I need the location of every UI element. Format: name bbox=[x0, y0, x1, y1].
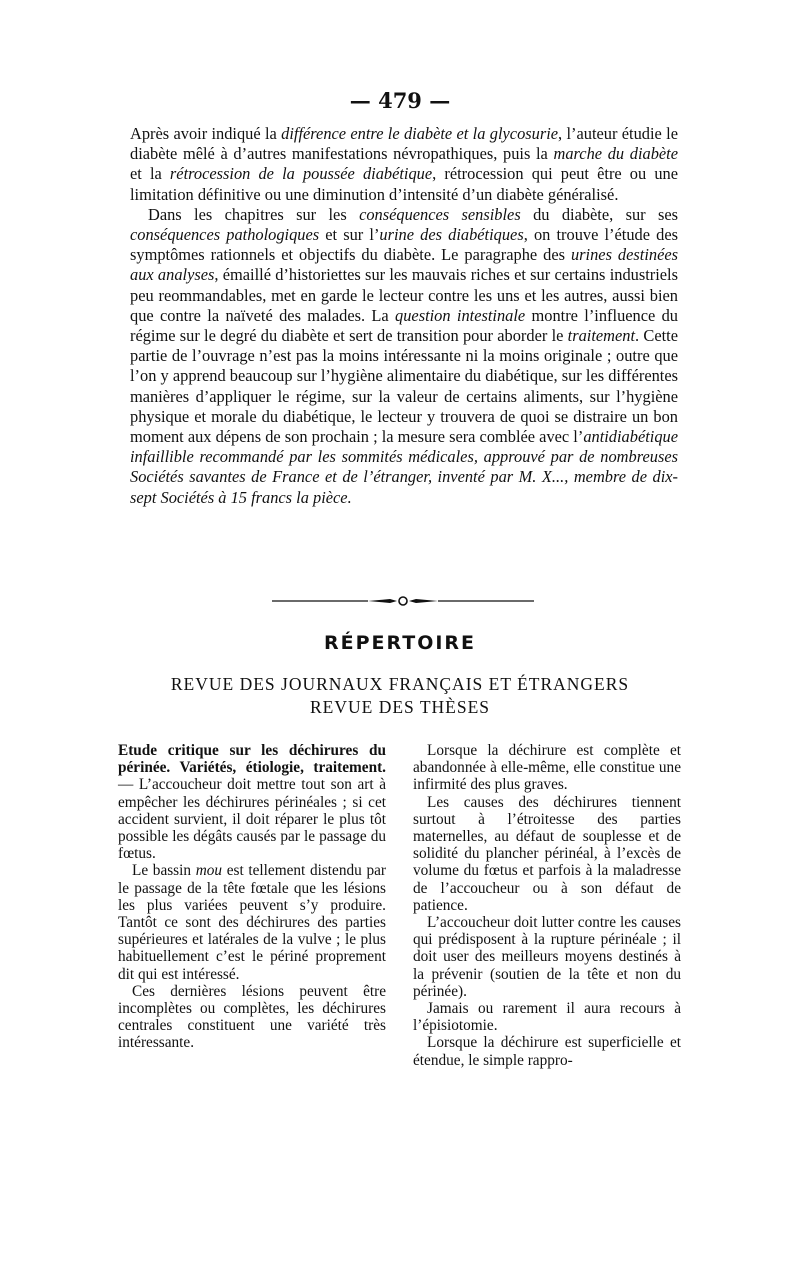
intro-paragraph bbox=[130, 205, 678, 508]
right-paragraph: Jamais ou rarement il aura recours à l’épisiotomie. bbox=[413, 1000, 681, 1035]
article-lead bbox=[118, 742, 386, 862]
text-run: et sur l’ bbox=[319, 225, 380, 245]
ornamental-divider bbox=[272, 594, 534, 608]
right-paragraph: Lorsque la déchirure est superficielle et étendue, le simple rappro- bbox=[413, 1034, 681, 1069]
italic-text: traitement bbox=[567, 326, 636, 346]
text-run: est tellement distendu par le passage de la tête fœtale que les lésions les plus variées peuvent s’y produire. Tantôt ce sont des déchirures des parties supérieures et latérales de la vulve ; le plus habituellement c’est le périné proprement dit qui est intéressé. bbox=[118, 862, 386, 983]
section-subtitle-journals: REVUE DES JOURNAUX FRANÇAIS ET ÉTRANGERS bbox=[170, 674, 630, 694]
text-run: , émaillé d’historiettes sur les mauvais riches et sur certains industriels peu reommandables, met en garde le lecteur contre les uns et les autres, aussi bien que contre la naïveté des malades. La bbox=[130, 265, 678, 325]
article-first-text: L’accoucheur doit mettre tout son art à empêcher les déchirures périnéales ; si cet accident survient, il doit réparer le plus tôt possible les dégâts causés par le passage du fœtus. bbox=[118, 776, 387, 863]
right-paragraph: Les causes des déchirures tiennent surtout à l’étroitesse des parties maternelles, au défaut de souplesse et de solidité du plancher périnéal, à l’excès de volume du fœtus et parfois à la maladresse de l’accoucheur ou à son défaut de patience. bbox=[413, 793, 681, 914]
left-column bbox=[118, 742, 386, 1052]
text-run: . Cette partie de l’ouvrage n’est pas la moins intéressante ni la moins originale ; outre que l’on y apprend beaucoup sur l’hygiène alimentaire du diabétique, sur les différentes manières d’appliquer le régime, sur la valeur de certains aliments, sur l’hygiène physique et morale du diabétique, le lecteur y trouvera de quoi se distraire un bon moment aux dépens de son prochain ; la mesure sera comblée avec l’ bbox=[130, 326, 678, 447]
left-paragraph bbox=[118, 983, 386, 1052]
section-title: RÉPERTOIRE bbox=[323, 632, 477, 654]
text-run: montre l’influence du régime sur le degré du diabète et sert de transition pour aborder le bbox=[130, 305, 679, 346]
italic-text: urine des diabétiques bbox=[379, 225, 524, 245]
italic-text: urines destinées aux analyses bbox=[130, 245, 679, 285]
intro-review-text bbox=[130, 124, 678, 508]
left-paragraph bbox=[118, 862, 386, 982]
text-run: Le bassin bbox=[132, 862, 196, 880]
text-run: , l’auteur étudie le diabète mêlé à d’autres manifestations névropathiques, puis la bbox=[130, 124, 678, 164]
italic-text: différence entre le diabète et la glycosurie bbox=[281, 124, 559, 143]
title-dash: — bbox=[118, 776, 139, 794]
text-run: Ces dernières lésions peuvent être incomplètes ou complètes, les déchirures centrales constituent une variété très intéressante. bbox=[118, 982, 386, 1052]
intro-paragraph bbox=[130, 124, 678, 205]
italic-text: mou bbox=[195, 862, 223, 880]
italic-text: antidiabétique infaillible recommandé par les sommités médicales, approuvé par de nombreuses Sociétés savantes de France et de l’étranger, inventé par M. X..., membre de dix-sept Sociétés à 15 francs la pièce. bbox=[130, 427, 678, 507]
italic-text: marche du diabète bbox=[553, 144, 678, 164]
italic-text: rétrocession de la poussée diabétique bbox=[169, 164, 433, 184]
text-run: Après avoir indiqué la bbox=[130, 124, 282, 143]
text-run: , rétrocession qui peut être ou une limitation définitive ou une diminution d’intensité d’un diabète généralisé. bbox=[130, 164, 678, 204]
right-paragraph: L’accoucheur doit lutter contre les causes qui prédisposent à la rupture périnéale ; il doit user des meilleurs moyens destinés à la prévenir (soutien de la tête et non du périnée). bbox=[413, 914, 681, 1000]
italic-text: conséquences pathologiques bbox=[130, 225, 320, 245]
article-title: Etude critique sur les déchirures du périnée. Variétés, étiologie, traitement. bbox=[118, 742, 386, 777]
text-run: Dans les chapitres sur les bbox=[148, 204, 360, 224]
page-number: — 479 — bbox=[349, 88, 451, 113]
text-run: et la bbox=[130, 164, 170, 184]
italic-text: conséquences sensibles bbox=[359, 204, 521, 224]
section-subtitle-theses: REVUE DES THÈSES bbox=[310, 697, 490, 717]
italic-text: question intestinale bbox=[395, 305, 526, 325]
text-run: , on trouve l’étude des symptômes rationnels et objectifs du diabète. Le paragraphe des bbox=[130, 225, 678, 265]
text-run: du diabète, sur ses bbox=[520, 204, 679, 224]
right-paragraph: Lorsque la déchirure est complète et abandonnée à elle-même, elle constitue une infirmité des plus graves. bbox=[413, 742, 681, 794]
right-column bbox=[413, 742, 681, 1069]
